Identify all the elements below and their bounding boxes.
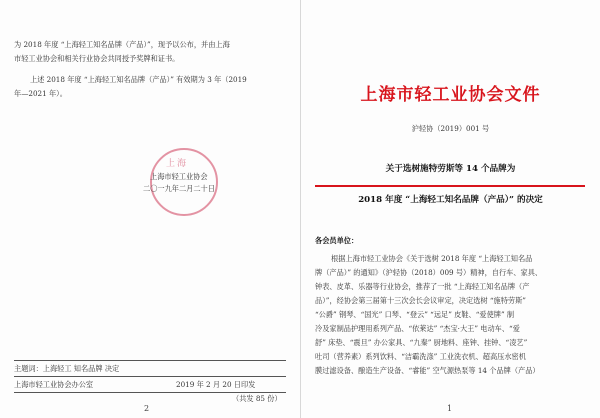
body-line: 舒” 床垫、“震旦” 办公家具、“九秦” 厨地料、座钟、挂钟、“凌艺” [315, 338, 528, 347]
divider-middle [14, 376, 286, 377]
issuer: 上海市轻工业协会办公室 [14, 380, 94, 389]
page-number: 1 [447, 404, 453, 413]
seal-text: 上海 [166, 159, 189, 169]
body-line: 牌（产品）” 的通知》（沪轻协（2018）009 号）精神，自行车、家具、 [315, 268, 543, 277]
official-seal [150, 148, 218, 216]
body-line: 膜过滤设备、酿造生产设备、“睿能” 空气源热泵等 14 个品牌（产品） [315, 366, 540, 375]
page-number: 2 [144, 404, 150, 413]
sign-date: 二〇一九年二月二十日 [143, 184, 215, 193]
body-line: 年—2021 年）。 [14, 89, 67, 98]
document-number: 沪轻协（2019）001 号 [411, 124, 490, 133]
red-rule [315, 185, 585, 187]
copies: （共发 85 份） [232, 394, 282, 403]
title-line-1: 关于选树施特劳斯等 14 个品牌为 [385, 164, 516, 174]
right-page [301, 0, 600, 418]
body-line: 根据上海市轻工业协会《关于选树 2018 年度 “上海轻工知名品 [331, 254, 533, 263]
body-line: 市轻工业协会和相关行业协会共同授予奖牌和证书。 [14, 54, 180, 63]
body-line: 为 2018 年度 “上海轻工知名品牌（产品）”，现予以公布，并由上海 [14, 40, 230, 49]
print-date: 2019 年 2 月 20 日印发 [176, 380, 256, 389]
body-line: 品）”，经协会第三届第十三次会长会议审定，决定选树 “施特劳斯” [315, 296, 526, 305]
divider-bottom [14, 392, 286, 393]
signatory: 上海市轻工业协会 [150, 172, 208, 181]
body-line: 上述 2018 年度 “上海轻工知名品牌（产品）” 有效期为 3 年（2019 [30, 75, 247, 84]
document-header: 上海市轻工业协会文件 [360, 85, 541, 105]
body-line: 吐司（营养素）系列饮料、“洁霸洗涤” 工业洗衣机、超高压水密机 [315, 352, 526, 361]
body-line: 钟表、皮革、乐器等行业协会，推荐了一批 “上海轻工知名品牌（产 [315, 282, 530, 291]
body-line: 冷及家制品护理用系列产品、“依莱达” “杰宝·大王” 电动车、“爱 [315, 324, 520, 333]
keywords: 主题词：上海轻工 知名品牌 决定 [14, 364, 120, 373]
salutation: 各会员单位： [315, 236, 359, 245]
divider-top [14, 360, 286, 361]
title-line-2: 2018 年度 “上海轻工知名品牌（产品）” 的决定 [358, 195, 543, 205]
body-line: “公爵” 钢琴、“国光” 口琴、“登云” “远足” 皮鞋、“爱使牌” 制 [315, 310, 515, 319]
